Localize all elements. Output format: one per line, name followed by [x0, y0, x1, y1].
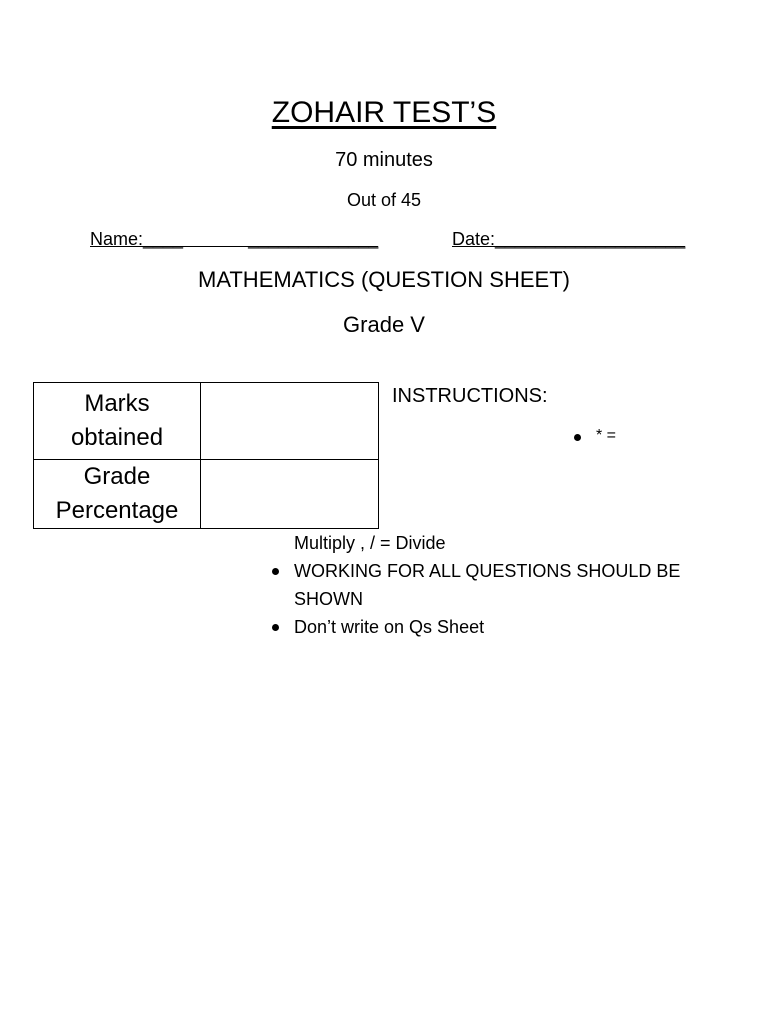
- test-title: ZOHAIR TEST’S: [271, 96, 497, 129]
- marks-row: [34, 383, 379, 460]
- marks-obtained-label: [34, 383, 201, 460]
- bullet-icon: [272, 624, 279, 631]
- name-field: [90, 229, 378, 250]
- grade-heading: Grade V: [343, 312, 425, 337]
- instruction-item-0: * =: [596, 427, 617, 444]
- name-blank: ____ _____________: [143, 229, 379, 249]
- total-marks: Out of 45: [346, 190, 422, 210]
- grade-row: [34, 460, 379, 529]
- instruction-item-1-line-1: WORKING FOR ALL QUESTIONS SHOULD BE: [294, 561, 681, 581]
- name-label: Name:: [90, 229, 144, 249]
- subject-heading: MATHEMATICS (QUESTION SHEET): [198, 267, 570, 292]
- instruction-item-0-continued: Multiply , / = Divide: [294, 533, 446, 553]
- grade-percentage-value: [201, 460, 379, 529]
- date-blank: ___________________: [495, 229, 686, 249]
- grade-percentage-label: [34, 460, 201, 529]
- bullet-icon: [574, 434, 581, 441]
- instruction-item-1-line-2: SHOWN: [294, 589, 363, 609]
- marks-label-line2: obtained: [70, 424, 164, 451]
- score-table: [33, 382, 379, 529]
- instructions-heading: INSTRUCTIONS:: [392, 385, 548, 407]
- date-label: Date:: [452, 229, 496, 249]
- marks-obtained-value: [201, 383, 379, 460]
- grade-label-line1: Grade: [83, 463, 151, 490]
- date-field: [452, 229, 685, 250]
- bullet-icon: [272, 568, 279, 575]
- grade-label-line2: Percentage: [55, 497, 179, 524]
- marks-label-line1: Marks: [84, 390, 150, 417]
- instruction-item-2: Don’t write on Qs Sheet: [294, 617, 485, 637]
- test-duration: 70 minutes: [335, 149, 433, 171]
